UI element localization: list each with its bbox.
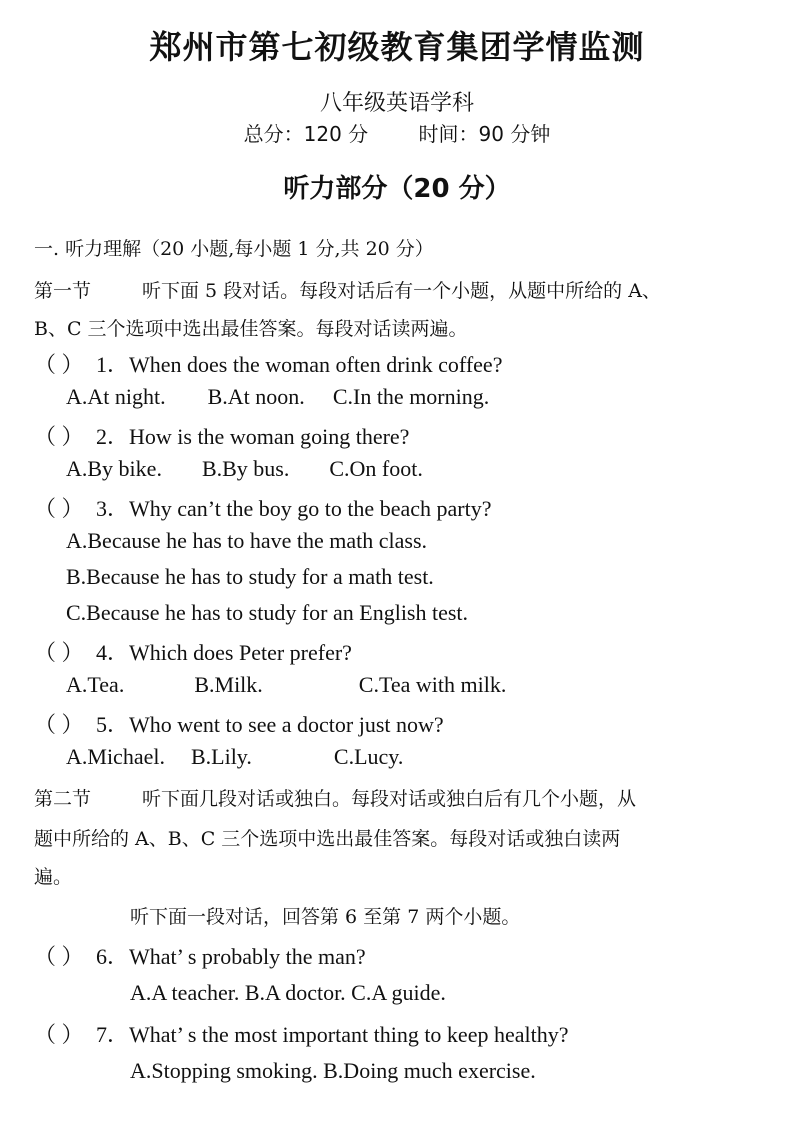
q1-options (66, 384, 489, 410)
exam-title: 郑州市第七初级教育集团学情监测 (149, 28, 645, 66)
q2-options (66, 456, 423, 482)
answer-paren[interactable]: （ ） (34, 944, 84, 969)
q6-options: A.A teacher. B.A doctor. C.A guide. (130, 980, 446, 1005)
question-text: 5．Who went to see a doctor just now? (96, 712, 444, 737)
option-c: C.Lucy. (333, 744, 404, 769)
question-7 (34, 1018, 569, 1049)
option-a: A.By bike. (66, 456, 162, 481)
question-6 (34, 940, 366, 971)
section2-instruction (34, 784, 636, 811)
exam-time: 时间：90 分钟 (418, 122, 551, 146)
q5-options (66, 744, 403, 770)
option-b: B.Lily. (190, 744, 252, 769)
total-score: 总分：120 分 (243, 122, 369, 146)
answer-paren[interactable]: （ ） (34, 712, 84, 737)
exam-subject: 八年级英语学科 (319, 91, 474, 116)
option-a: A.Tea. (66, 672, 125, 697)
section2-instr-line3: 遍。 (34, 866, 73, 888)
q4-options (66, 672, 506, 698)
option-a: A.Michael. (66, 744, 165, 769)
question-text: 7．What’ s the most important thing to keep healthy? (96, 1022, 569, 1047)
option-c: C.In the morning. (332, 384, 490, 409)
section2-sub-instruction: 听下面一段对话，回答第 6 至第 7 两个小题。 (130, 906, 521, 928)
question-5 (34, 708, 444, 739)
question-4 (34, 636, 352, 667)
option-a: A.At night. (66, 384, 166, 409)
section2-label: 第二节 (34, 788, 92, 810)
option-b: B.Milk. (194, 672, 263, 697)
q3-option-a: A.Because he has to have the math class. (66, 528, 428, 553)
q7-options: A.Stopping smoking. B.Doing much exercise. (130, 1058, 536, 1083)
section1-label: 第一节 (34, 280, 92, 302)
part-title: 听力部分（20 分） (283, 174, 511, 204)
section2-instr-line2: 题中所给的 A、B、C 三个选项中选出最佳答案。每段对话或独白读两 (34, 828, 621, 850)
section1-instr-line2: B、C 三个选项中选出最佳答案。每段对话读两遍。 (34, 318, 468, 340)
question-text: 4．Which does Peter prefer? (96, 640, 352, 665)
q3-option-b: B.Because he has to study for a math test. (66, 564, 434, 589)
answer-paren[interactable]: （ ） (34, 496, 84, 521)
question-text: 3．Why can’t the boy go to the beach party? (96, 496, 492, 521)
answer-paren[interactable]: （ ） (34, 640, 84, 665)
question-1 (34, 348, 502, 379)
question-3 (34, 492, 491, 523)
section1-heading: 一. 听力理解（20 小题,每小题 1 分,共 20 分） (34, 238, 434, 260)
answer-paren[interactable]: （ ） (34, 352, 84, 377)
question-text: 1．When does the woman often drink coffee? (96, 352, 503, 377)
option-b: B.By bus. (201, 456, 290, 481)
q3-option-c: C.Because he has to study for an English test. (66, 600, 469, 625)
answer-paren[interactable]: （ ） (34, 424, 84, 449)
question-text: 6．What’ s probably the man? (96, 944, 366, 969)
section1-instruction (34, 276, 661, 303)
option-c: C.Tea with milk. (358, 672, 507, 697)
question-2 (34, 420, 409, 451)
question-text: 2．How is the woman going there? (96, 424, 410, 449)
option-c: C.On foot. (329, 456, 423, 481)
exam-score-time (0, 118, 794, 147)
section1-instr-line1: 听下面 5 段对话。每段对话后有一个小题，从题中所给的 A、 (142, 280, 661, 302)
answer-paren[interactable]: （ ） (34, 1022, 84, 1047)
option-b: B.At noon. (207, 384, 305, 409)
section2-instr-line1: 听下面几段对话或独白。每段对话或独白后有几个小题，从 (142, 788, 637, 810)
